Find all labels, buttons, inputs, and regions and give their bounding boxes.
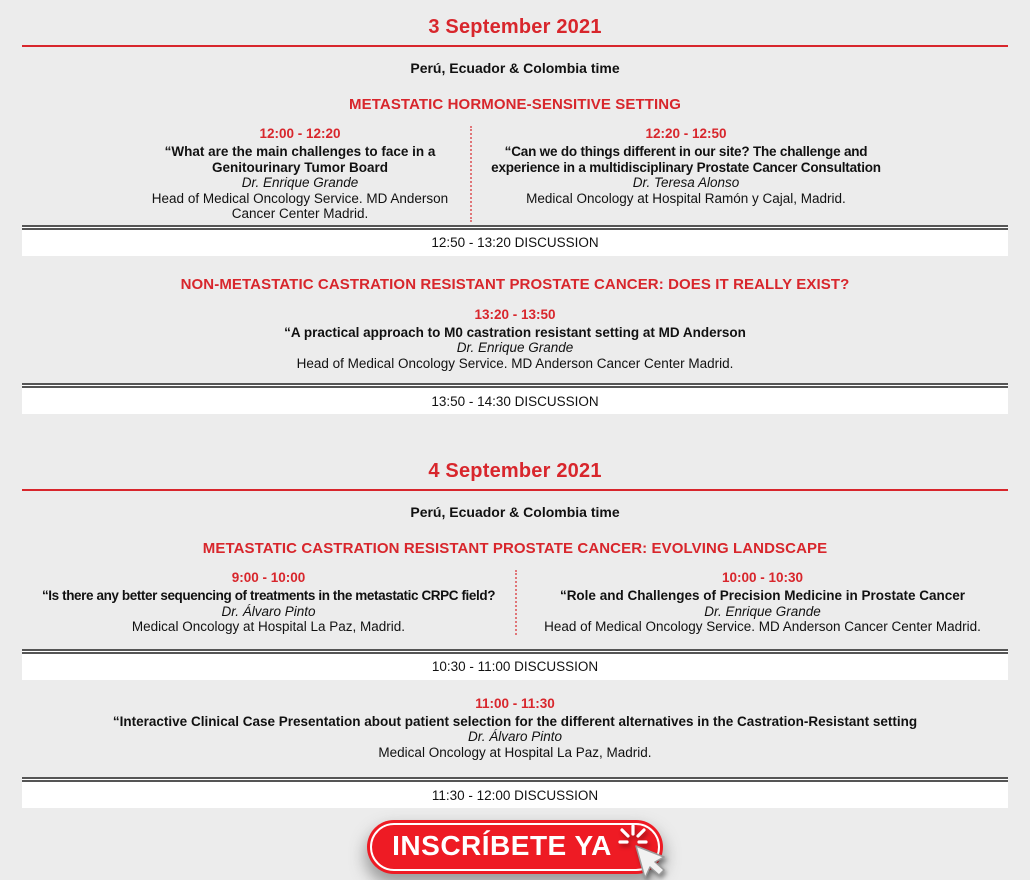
session-affiliation: Medical Oncology at Hospital La Paz, Madrid.: [378, 744, 652, 760]
session-card-1200: [130, 126, 470, 222]
session-card-1100: [0, 696, 1030, 761]
session-speaker: Dr. Enrique Grande: [456, 340, 574, 355]
session-speaker: Dr. Álvaro Pinto: [221, 603, 316, 619]
session-time: 13:20 - 13:50: [474, 306, 556, 322]
mouse-arrow-icon: [636, 846, 664, 878]
day1-title: 3 September 2021: [428, 16, 602, 38]
discussion-bar-1350: [22, 383, 1008, 414]
day1-divider-line: [22, 45, 1008, 47]
day1-section: [0, 0, 1030, 414]
session-affiliation: Medical Oncology at Hospital La Paz, Madrid.: [131, 619, 406, 634]
session-time: 11:00 - 11:30: [475, 695, 555, 711]
session-title: “Interactive Clinical Case Presentation about patient selection for the different alternatives in the Castration-Resistant setting: [112, 713, 918, 729]
discussion-label: 12:50 - 13:20 DISCUSSION: [431, 235, 599, 250]
cta-label: INSCRÍBETE YA: [392, 830, 612, 862]
session-card-1320: [0, 307, 1030, 372]
discussion-label: 11:30 - 12:00 DISCUSSION: [431, 787, 599, 803]
session-speaker: Dr. Enrique Grande: [241, 175, 359, 190]
discussion-label: 10:30 - 11:00 DISCUSSION: [431, 659, 599, 674]
session-affiliation: Head of Medical Oncology Service. MD Anderson Cancer Center Madrid.: [544, 619, 981, 634]
day1-sessions-row: [130, 126, 900, 222]
session-card-1000: [515, 570, 1008, 635]
session-affiliation: Head of Medical Oncology Service. MD Anderson Cancer Center Madrid.: [296, 355, 734, 371]
session-title: “A practical approach to M0 castration resistant setting at MD Anderson: [284, 324, 746, 340]
session-affiliation: Medical Oncology at Hospital Ramón y Cajal, Madrid.: [526, 190, 846, 206]
day2-divider-line: [22, 489, 1008, 491]
discussion-label: 13:50 - 14:30 DISCUSSION: [431, 393, 599, 409]
session-speaker: Dr. Teresa Alonso: [632, 175, 740, 190]
day1-section1-heading: METASTATIC HORMONE-SENSITIVE SETTING: [349, 96, 681, 113]
session-title: “What are the main challenges to face in a Genitourinary Tumor Board: [164, 144, 436, 175]
day2-sessions-row: [22, 570, 1008, 635]
cta-container: [0, 820, 1030, 878]
day2-timezone: Perú, Ecuador & Colombia time: [410, 504, 620, 520]
day2-title: 4 September 2021: [428, 460, 602, 482]
session-title: “Role and Challenges of Precision Medicine in Prostate Cancer: [559, 588, 966, 603]
day1-section2-heading: NON-METASTATIC CASTRATION RESISTANT PROSTATE CANCER: DOES IT REALLY EXIST?: [180, 275, 850, 293]
discussion-bar-1130: [22, 777, 1008, 808]
inscribete-ya-button[interactable]: [367, 820, 663, 874]
discussion-bar-1250: [22, 225, 1008, 256]
day2-section: [0, 414, 1030, 808]
session-card-1220: [470, 126, 900, 222]
session-time: 10:00 - 10:30: [721, 570, 804, 585]
session-title: “Is there any better sequencing of treatments in the metastatic CRPC field?: [41, 588, 496, 603]
discussion-bar-1030: [22, 649, 1008, 680]
day1-timezone: Perú, Ecuador & Colombia time: [410, 60, 620, 76]
session-time: 12:20 - 12:50: [645, 126, 727, 141]
session-speaker: Dr. Enrique Grande: [704, 603, 821, 619]
session-speaker: Dr. Álvaro Pinto: [467, 729, 563, 744]
session-affiliation: Head of Medical Oncology Service. MD Anderson Cancer Center Madrid.: [151, 190, 449, 221]
session-time: 9:00 - 10:00: [231, 570, 306, 585]
day2-section1-heading: METASTATIC CASTRATION RESISTANT PROSTATE CANCER: EVOLVING LANDSCAPE: [202, 540, 828, 557]
session-time: 12:00 - 12:20: [259, 126, 341, 141]
session-card-0900: [22, 570, 515, 635]
session-title: “Can we do things different in our site? The challenge and experience in a multidisciplinary Prostate Cancer Consultation: [491, 144, 881, 175]
